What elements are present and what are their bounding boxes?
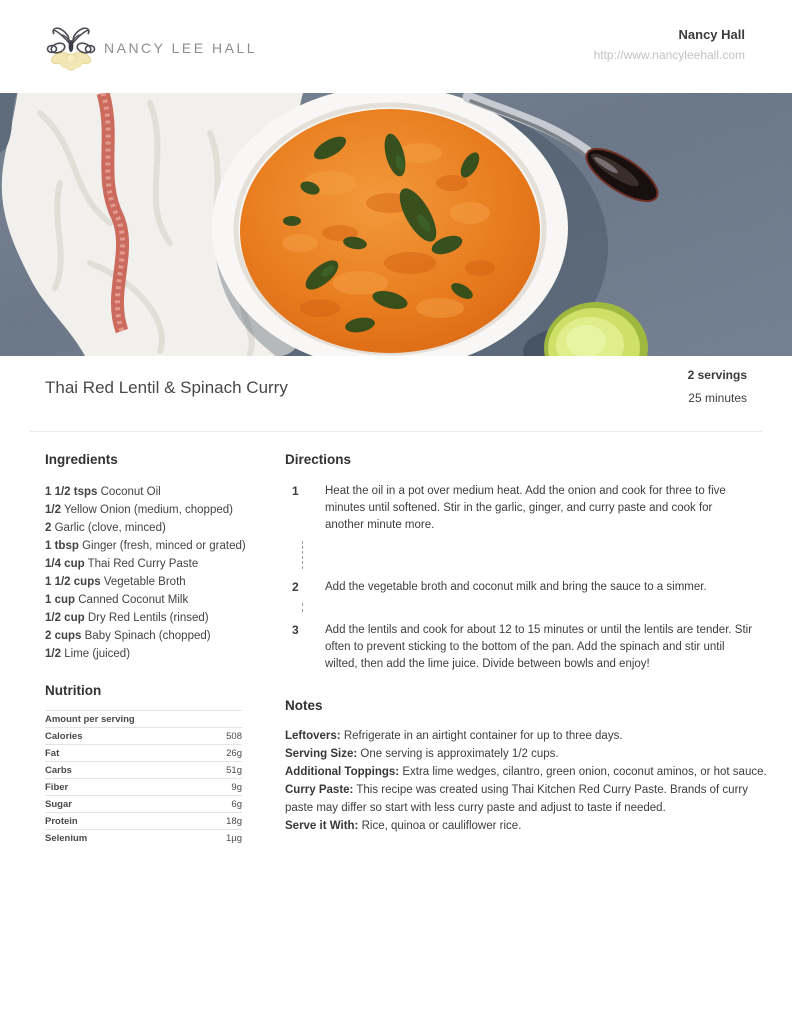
direction-step bbox=[285, 483, 768, 534]
ingredient-name: Canned Coconut Milk bbox=[78, 594, 189, 606]
note-label: Curry Paste: bbox=[285, 784, 354, 796]
ingredient-name: Lime (juiced) bbox=[64, 648, 131, 660]
ingredient-item bbox=[45, 483, 270, 501]
ingredients-heading: Ingredients bbox=[45, 452, 118, 467]
nutrition-row bbox=[45, 795, 242, 812]
hero-photo bbox=[0, 93, 792, 356]
nutrition-table-header bbox=[45, 710, 242, 727]
nutrition-value: 18g bbox=[226, 816, 242, 827]
directions-heading: Directions bbox=[285, 452, 352, 467]
notes-heading: Notes bbox=[285, 698, 323, 713]
ingredient-item bbox=[45, 537, 270, 555]
author-url-link[interactable]: http://www.nancyleehall.com bbox=[593, 48, 745, 62]
note-label: Leftovers: bbox=[285, 730, 341, 742]
ingredient-item bbox=[45, 573, 270, 591]
ingredient-qty: 1/2 bbox=[45, 504, 61, 516]
step-connector bbox=[302, 603, 768, 612]
page-title: Thai Red Lentil & Spinach Curry bbox=[45, 378, 288, 397]
author-block bbox=[594, 27, 745, 62]
nutrition-label: Fiber bbox=[45, 782, 69, 793]
nutrition-heading: Nutrition bbox=[45, 683, 102, 698]
step-number: 1 bbox=[292, 484, 299, 498]
note-text: One serving is approximately 1/2 cups. bbox=[360, 748, 559, 760]
nutrition-label: Fat bbox=[45, 748, 60, 759]
ingredient-name: Yellow Onion (medium, chopped) bbox=[64, 504, 233, 516]
ingredient-qty: 1/2 bbox=[45, 648, 61, 660]
nutrition-row bbox=[45, 778, 242, 795]
nutrition-header-label: Amount per serving bbox=[45, 714, 135, 725]
step-number: 2 bbox=[292, 580, 299, 594]
ingredient-name: Baby Spinach (chopped) bbox=[84, 630, 211, 642]
note-text: Rice, quinoa or cauliflower rice. bbox=[361, 820, 522, 832]
brand-name: NANCY LEE HALL bbox=[104, 39, 258, 56]
ingredient-qty: 1 1/2 cups bbox=[45, 576, 101, 588]
nutrition-value: 26g bbox=[226, 748, 242, 759]
title-bar bbox=[45, 368, 747, 405]
step-text: Add the lentils and cook for about 12 to 15 minutes or until the lentils are tender. Stir often to prevent sticking to the bottom of the pan. Add the spinach and stir until wilted, then add the lime juice. Divide between bowls and enjoy! bbox=[325, 624, 753, 670]
ingredient-name: Dry Red Lentils (rinsed) bbox=[87, 612, 209, 624]
note-text: Refrigerate in an airtight container for up to three days. bbox=[343, 730, 623, 742]
ingredients-list bbox=[45, 483, 270, 663]
nutrition-label: Sugar bbox=[45, 799, 72, 810]
recipe-meta bbox=[688, 368, 747, 405]
nutrition-row bbox=[45, 761, 242, 778]
ingredient-name: Vegetable Broth bbox=[103, 576, 186, 588]
time-label: 25 minutes bbox=[688, 391, 747, 405]
ingredient-qty: 1 tbsp bbox=[45, 540, 79, 552]
brand bbox=[46, 18, 257, 77]
ingredient-item bbox=[45, 609, 270, 627]
ingredient-qty: 1/2 cup bbox=[45, 612, 85, 624]
note-text: Extra lime wedges, cilantro, green onion, coconut aminos, or hot sauce. bbox=[402, 766, 767, 778]
ingredient-qty: 2 cups bbox=[45, 630, 82, 642]
directions-steps bbox=[285, 483, 768, 673]
butterfly-flower-icon bbox=[46, 18, 96, 77]
ingredient-name: Coconut Oil bbox=[100, 486, 161, 498]
ingredient-item bbox=[45, 591, 270, 609]
ingredient-qty: 1 1/2 tsps bbox=[45, 486, 98, 498]
nutrition-row bbox=[45, 744, 242, 761]
nutrition-table bbox=[45, 710, 242, 846]
page-header bbox=[0, 0, 792, 93]
note-label: Additional Toppings: bbox=[285, 766, 400, 778]
right-column bbox=[285, 452, 768, 835]
servings-label: 2 servings bbox=[687, 368, 747, 382]
ingredient-item bbox=[45, 627, 270, 645]
nutrition-label: Carbs bbox=[45, 765, 72, 776]
nutrition-label: Calories bbox=[45, 731, 83, 742]
nutrition-value: 508 bbox=[226, 731, 242, 742]
nutrition-value: 51g bbox=[226, 765, 242, 776]
ingredient-name: Ginger (fresh, minced or grated) bbox=[82, 540, 246, 552]
ingredient-qty: 1/4 cup bbox=[45, 558, 85, 570]
ingredient-item bbox=[45, 555, 270, 573]
left-column bbox=[45, 452, 270, 846]
nutrition-value: 1µg bbox=[225, 833, 242, 844]
note-item bbox=[285, 727, 768, 745]
nutrition-row bbox=[45, 829, 242, 846]
nutrition-value: 6g bbox=[231, 799, 242, 810]
nutrition-row bbox=[45, 812, 242, 829]
nutrition-label: Selenium bbox=[45, 833, 88, 844]
ingredient-qty: 1 cup bbox=[45, 594, 76, 606]
curry-bowl bbox=[212, 93, 568, 356]
note-item bbox=[285, 817, 768, 835]
ingredient-name: Garlic (clove, minced) bbox=[54, 522, 166, 534]
note-text: This recipe was created using Thai Kitchen Red Curry Paste. Brands of curry paste may differ so start with less curry paste and adjust to taste if needed. bbox=[285, 784, 748, 814]
note-label: Serve it With: bbox=[285, 820, 359, 832]
divider bbox=[30, 431, 762, 432]
nutrition-row bbox=[45, 727, 242, 744]
step-text: Heat the oil in a pot over medium heat. Add the onion and cook for three to five minutes until softened. Stir in the garlic, ginger, and curry paste and cook for another minute more. bbox=[325, 485, 726, 531]
direction-step bbox=[285, 622, 768, 673]
step-number: 3 bbox=[292, 623, 299, 637]
notes-list bbox=[285, 727, 768, 835]
direction-step bbox=[285, 579, 768, 596]
step-text: Add the vegetable broth and coconut milk and bring the sauce to a simmer. bbox=[325, 581, 707, 593]
ingredient-qty: 2 bbox=[45, 522, 52, 534]
author-name: Nancy Hall bbox=[678, 27, 745, 42]
note-item bbox=[285, 745, 768, 763]
step-connector bbox=[302, 541, 768, 569]
note-label: Serving Size: bbox=[285, 748, 358, 760]
nutrition-label: Protein bbox=[45, 816, 78, 827]
ingredient-name: Thai Red Curry Paste bbox=[87, 558, 199, 570]
note-item bbox=[285, 763, 768, 781]
ingredient-item bbox=[45, 645, 270, 663]
note-item bbox=[285, 781, 768, 817]
ingredient-item bbox=[45, 501, 270, 519]
ingredient-item bbox=[45, 519, 270, 537]
nutrition-value: 9g bbox=[231, 782, 242, 793]
